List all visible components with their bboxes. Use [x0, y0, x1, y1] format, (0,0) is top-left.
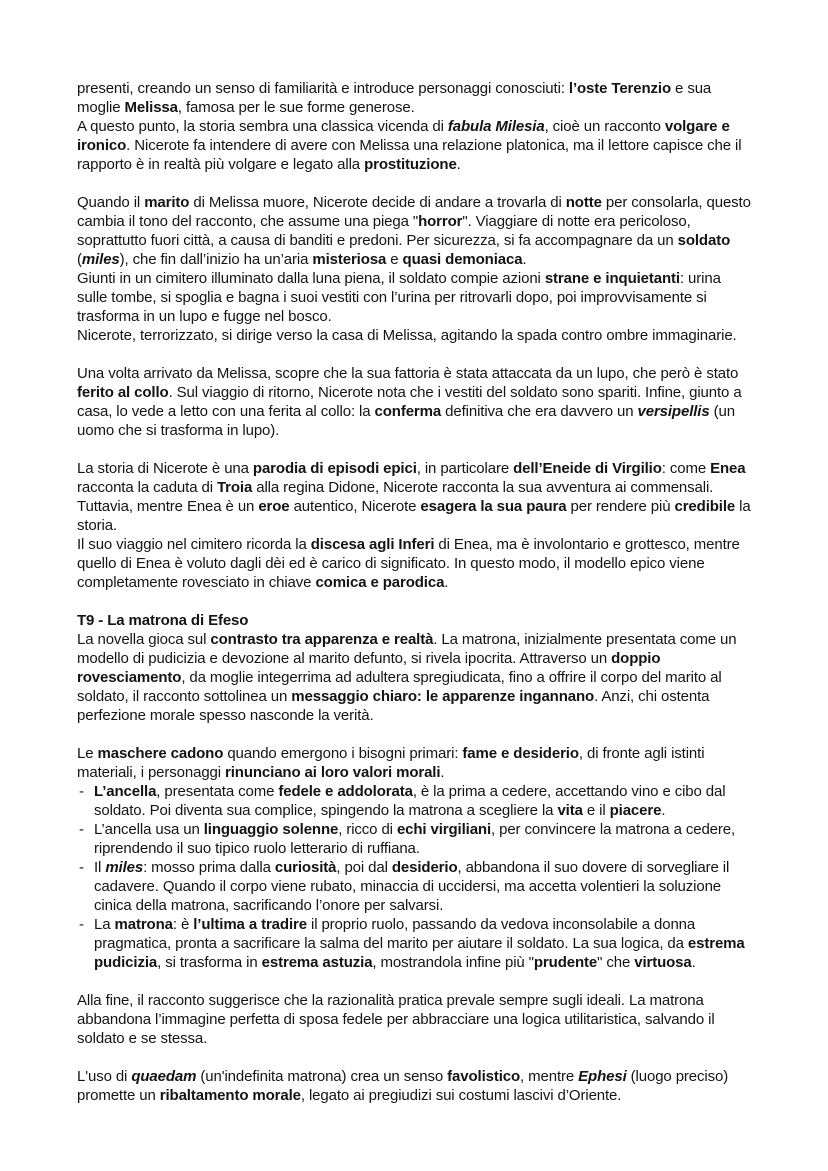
text-run: soldato: [677, 232, 731, 249]
paragraph: [77, 269, 753, 326]
text-run: echi virgiliani: [396, 821, 492, 838]
paragraph-gap: [77, 440, 753, 459]
dash-list: [77, 782, 753, 972]
text-run: . La matrona, inizialmente presentata come un modello di pudicizia e devozione al marito defunto, si rivela ipocrita. Attraverso un: [77, 631, 737, 667]
text-run: .: [440, 764, 445, 781]
text-run: quando emergono i bisogni primari:: [223, 745, 463, 762]
text-run: estrema astuzia: [261, 954, 373, 971]
text-run: eroe: [258, 498, 290, 515]
text-run: : è: [172, 916, 194, 933]
text-run: conferma: [374, 403, 442, 420]
list-item: [77, 820, 753, 858]
text-run: , mentre: [520, 1068, 579, 1085]
text-run: L’ancella usa un: [94, 821, 204, 838]
text-run: curiosità: [274, 859, 337, 876]
text-run: , poi dal: [336, 859, 392, 876]
text-run: rinunciano ai loro valori morali: [225, 764, 441, 781]
text-run: versipellis: [637, 403, 710, 420]
text-run: Il: [94, 859, 106, 876]
text-run: , mostrandola infine più ": [372, 954, 534, 971]
text-run: , è la prima a cedere, accettando vino e cibo dal soldato. Poi diventa sua complice, spingendo la matrona a scegliere la: [94, 783, 726, 819]
text-run: prudente: [533, 954, 598, 971]
paragraph-gap: [77, 725, 753, 744]
text-run: presenti, creando un senso di familiarità e introduce personaggi conosciuti:: [77, 80, 569, 97]
text-run: . Anzi, chi ostenta perfezione morale spesso nasconde la verità.: [77, 688, 710, 724]
text-run: di Melissa muore, Nicerote decide di andare a trovarla di: [189, 194, 566, 211]
text-run: (luogo preciso) promette un: [77, 1068, 729, 1104]
text-run: Le: [77, 745, 98, 762]
text-run: estrema pudicizia: [94, 935, 745, 971]
text-run: esagera la sua paura: [420, 498, 567, 515]
text-run: Quando il: [77, 194, 145, 211]
text-run: , ricco di: [338, 821, 397, 838]
paragraph: [77, 459, 753, 535]
text-run: la storia.: [77, 498, 751, 534]
paragraph-gap: [77, 1048, 753, 1067]
paragraph-gap: [77, 174, 753, 193]
text-run: , di fronte agli istinti materiali, i personaggi: [77, 745, 705, 781]
text-run: ribaltamento morale: [159, 1087, 301, 1104]
text-run: , si trasforma in: [157, 954, 262, 971]
text-run: strane e inquietanti: [544, 270, 680, 287]
text-run: Giunti in un cimitero illuminato dalla luna piena, il soldato compie azioni: [77, 270, 545, 287]
text-run: Ephesi: [578, 1068, 627, 1085]
text-run: piacere: [609, 802, 662, 819]
list-item: [77, 915, 753, 972]
text-run: La: [94, 916, 115, 933]
text-run: notte: [565, 194, 602, 211]
text-run: e il: [582, 802, 610, 819]
text-run: Il suo viaggio nel cimitero ricorda la: [77, 536, 311, 553]
text-run: .: [522, 251, 527, 268]
text-run: marito: [144, 194, 190, 211]
text-run: quaedam: [131, 1068, 197, 1085]
text-run: favolistico: [447, 1068, 521, 1085]
text-run: quasi demoniaca: [402, 251, 523, 268]
text-run: .: [661, 802, 666, 819]
text-run: autentico, Nicerote: [289, 498, 421, 515]
paragraph: [77, 79, 753, 117]
text-run: credibile: [674, 498, 736, 515]
text-run: . Nicerote fa intendere di avere con Melissa una relazione platonica, ma il lettore capisce che il rapporto è in realtà più volgare e legato alla: [77, 137, 742, 173]
text-run: (: [77, 251, 82, 268]
text-run: (un uomo che si trasforma in lupo).: [77, 403, 735, 439]
list-marker: -: [79, 916, 84, 933]
text-run: maschere cadono: [97, 745, 224, 762]
text-run: .: [456, 156, 461, 173]
text-run: Nicerote, terrorizzato, si dirige verso la casa di Melissa, agitando la spada contro ombre immaginarie.: [77, 327, 737, 344]
text-run: vita: [557, 802, 583, 819]
text-run: discesa agli Inferi: [310, 536, 435, 553]
text-run: Melissa: [124, 99, 178, 116]
text-run: L’ancella: [94, 783, 157, 800]
text-run: definitiva che era davvero un: [441, 403, 638, 420]
paragraph: [77, 535, 753, 592]
text-run: per rendere più: [566, 498, 675, 515]
text-run: : come: [661, 460, 711, 477]
text-run: prostituzione: [364, 156, 457, 173]
text-run: , legato ai pregiudizi sui costumi lascivi d’Oriente.: [300, 1087, 622, 1104]
text-run: , abbandona il suo dovere di sorvegliare il cadavere. Quando il corpo viene rubato, minaccia di uccidersi, ma accetta volentieri la soluzione cinica della matrona, sacrificando l’onore per salvarsi.: [94, 859, 730, 914]
text-run: linguaggio solenne: [203, 821, 339, 838]
text-run: fabula Milesia: [447, 118, 545, 135]
text-run: e sua moglie: [77, 80, 712, 116]
text-run: , famosa per le sue forme generose.: [177, 99, 415, 116]
paragraph: [77, 630, 753, 725]
text-run: La storia di Nicerote è una: [77, 460, 253, 477]
text-run: l’oste Terenzio: [568, 80, 671, 97]
section-heading: [77, 611, 753, 630]
text-run: volgare e ironico: [77, 118, 730, 154]
text-run: Una volta arrivato da Melissa, scopre che la sua fattoria è stata attaccata da un lupo, che però è stato: [77, 365, 739, 382]
text-run: desiderio: [391, 859, 458, 876]
list-marker: -: [79, 783, 84, 800]
text-run: fame e desiderio: [462, 745, 579, 762]
list-marker: -: [79, 859, 84, 876]
text-run: " che: [597, 954, 635, 971]
text-run: (un'indefinita matrona) crea un senso: [196, 1068, 448, 1085]
text-run: il proprio ruolo, passando da vedova inconsolabile a donna pragmatica, pronta a sacrificare la salma del marito per aiutare il soldato. La sua logica, da: [94, 916, 696, 952]
text-run: La novella gioca sul: [77, 631, 211, 648]
text-run: T9 - La matrona di Efeso: [77, 612, 249, 629]
paragraph-gap: [77, 592, 753, 611]
list-item: [77, 858, 753, 915]
paragraph: [77, 744, 753, 782]
paragraph: [77, 326, 753, 345]
text-run: doppio rovesciamento: [77, 650, 661, 686]
text-run: Alla fine, il racconto suggerisce che la razionalità pratica prevale sempre sugli ideali. La matrona abbandona l’immagine perfetta di sposa fedele per abbracciare una logica utilitaristica, salvando il soldato e se stessa.: [77, 992, 715, 1047]
text-run: horror: [418, 213, 463, 230]
text-run: L'uso di: [77, 1068, 132, 1085]
text-run: miles: [81, 251, 120, 268]
text-run: .: [444, 574, 449, 591]
paragraph-gap: [77, 972, 753, 991]
text-run: , da moglie integerrima ad adultera spregiudicata, fino a offrire il corpo del marito al soldato, il racconto sottolinea un: [77, 669, 722, 705]
text-run: dell’Eneide di Virgilio: [513, 460, 662, 477]
text-run: A questo punto, la storia sembra una classica vicenda di: [77, 118, 448, 135]
text-run: alla regina Didone, Nicerote racconta la sua avventura ai commensali. Tuttavia, mentre Enea è un: [77, 479, 714, 515]
text-run: messaggio chiaro: le apparenze ingannano: [291, 688, 595, 705]
text-run: comica e parodica: [315, 574, 445, 591]
paragraph: [77, 364, 753, 440]
text-run: .: [691, 954, 696, 971]
paragraph: [77, 991, 753, 1048]
list-marker: -: [79, 821, 84, 838]
paragraph-gap: [77, 345, 753, 364]
text-run: contrasto tra apparenza e realtà: [210, 631, 434, 648]
text-run: l’ultima a tradire: [193, 916, 307, 933]
text-run: Enea: [710, 460, 746, 477]
text-run: , in particolare: [416, 460, 514, 477]
text-run: parodia di episodi epici: [252, 460, 417, 477]
text-run: virtuosa: [634, 954, 692, 971]
text-run: di Enea, ma è involontario e grottesco, mentre quello di Enea è voluto dagli dèi ed è carico di significato. In questo modo, il modello epico viene completamente rovesciato in chiave: [77, 536, 740, 591]
text-run: misteriosa: [312, 251, 387, 268]
text-run: ". Viaggiare di notte era pericoloso, soprattutto fuori città, a causa di banditi e predoni. Per sicurezza, si fa accompagnare da un: [77, 213, 691, 249]
text-run: , presentata come: [156, 783, 279, 800]
text-run: ferito al collo: [77, 384, 169, 401]
text-run: , per convincere la matrona a cedere, riprendendo il suo tipico ruolo letterario di ruffiana.: [94, 821, 736, 857]
list-item: [77, 782, 753, 820]
paragraph: [77, 117, 753, 174]
text-run: : urina sulle tombe, si spoglia e bagna i suoi vestiti con l’urina per ritrovarli dopo, poi improvvisamente si trasforma in un lupo e fugge nel bosco.: [77, 270, 721, 325]
paragraph: [77, 193, 753, 269]
text-run: : mosso prima dalla: [143, 859, 275, 876]
text-run: miles: [105, 859, 144, 876]
text-run: ), che fin dall’inizio ha un’aria: [119, 251, 313, 268]
text-run: Troia: [216, 479, 253, 496]
text-run: per consolarla, questo cambia il tono del racconto, che assume una piega ": [77, 194, 751, 230]
document-body: [77, 79, 753, 1105]
text-run: . Sul viaggio di ritorno, Nicerote nota che i vestiti del soldato sono spariti. Infine, giunto a casa, lo vede a letto con una ferita al collo: la: [77, 384, 742, 420]
paragraph: [77, 1067, 753, 1105]
text-run: racconta la caduta di: [77, 479, 217, 496]
text-run: e: [386, 251, 403, 268]
text-run: fedele e addolorata: [278, 783, 413, 800]
text-run: matrona: [114, 916, 173, 933]
text-run: , cioè un racconto: [544, 118, 665, 135]
